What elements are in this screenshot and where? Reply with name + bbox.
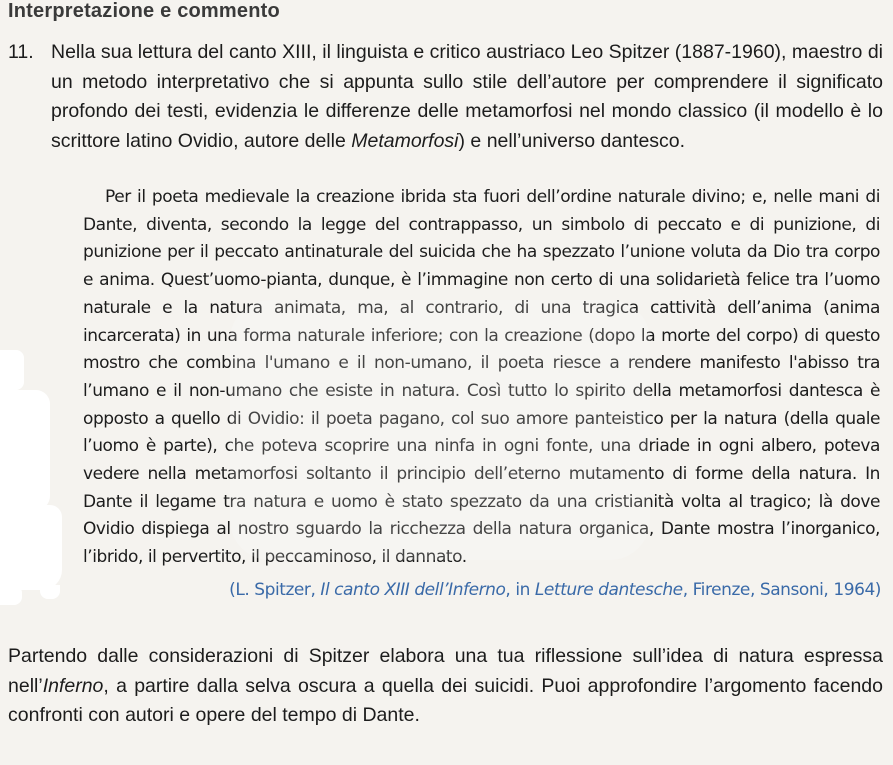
photo-glare <box>230 300 650 560</box>
section-heading: Interpretazione e commento <box>8 0 280 22</box>
source-title-2: Letture dantesche <box>534 580 683 600</box>
source-middle: , in <box>505 580 535 600</box>
source-suffix: , Firenze, Sansoni, 1964) <box>682 580 881 600</box>
exercise-body <box>51 38 883 156</box>
prompt-italic: Inferno <box>42 674 104 697</box>
exercise-number: 11. <box>8 41 34 63</box>
quote-source <box>229 580 881 600</box>
prompt-text-2: , a partire dalla selva oscura a quella dei suicidi. Puoi approfondire l’argomento facendo confronti con autori e opere del tempo di Dante. <box>8 674 883 726</box>
exercise-text-italic: Metamorfosi <box>351 129 459 152</box>
prompt-paragraph <box>8 642 883 731</box>
prompt-text-1: Partendo dalle considerazioni di Spitzer elabora una tua riflessione sull’idea di natura espressa nell’ <box>8 645 883 697</box>
exercise-text-2: ) e nell’universo dantesco. <box>458 129 686 152</box>
exercise-text-1: Nella sua lettura del canto XIII, il linguista e critico austriaco Leo Spitzer (1887-1960), maestro di un metodo interpretativo che si appunta sullo stile dell’autore per comprendere il significato profondo dei testi, evidenzia le differenze delle metamorfosi nel mondo classico (il modello è lo scrittore latino Ovidio, autore delle <box>51 41 883 152</box>
source-prefix: (L. Spitzer, <box>229 580 321 600</box>
exercise-paragraph <box>8 38 883 156</box>
source-title-1: Il canto XIII dell’Inferno <box>320 580 506 600</box>
quote-block: Per il poeta medievale la creazione ibrida sta fuori dell’ordine naturale divino; e, nelle mani di Dante, diventa, secondo la legge del contrappasso, un simbolo di peccato e di punizione, di punizione per il peccato antinaturale del suicida che ha spezzato l’unione voluta da Dio tra corpo e anima. Quest’uomo-pianta, dunque, è l’immagine non certo di una solidarietà felice tra l’uomo naturale e la natura animata, ma, al contrario, di una tragica cattività dell’anima (anima incarcerata) in una forma naturale inferiore; con la creazione (dopo la morte del corpo) di questo mostro che combina l'umano e il non-umano, il poeta riesce a rendere manifesto l'abisso tra l’umano e il non-umano che esiste in natura. Così tutto lo spirito della metamorfosi dantesca è opposto a quello di Ovidio: il poeta pagano, col suo amore panteistico per la natura (della quale l’uomo è parte), che poteva scoprire una ninfa in ogni fonte, una driade in ogni albero, poteva vedere nella metamorfosi soltanto il principio dell’eterno mutamento di forme della natura. In Dante il legame tra natura e uomo è stato spezzato da una cristianità volta al tragico; là dove Ovidio dispiega al nostro sguardo la ricchezza della natura organica, Dante mostra l’inorganico, l’ibrido, il pervertito, il peccaminoso, il dannato. <box>83 187 880 568</box>
